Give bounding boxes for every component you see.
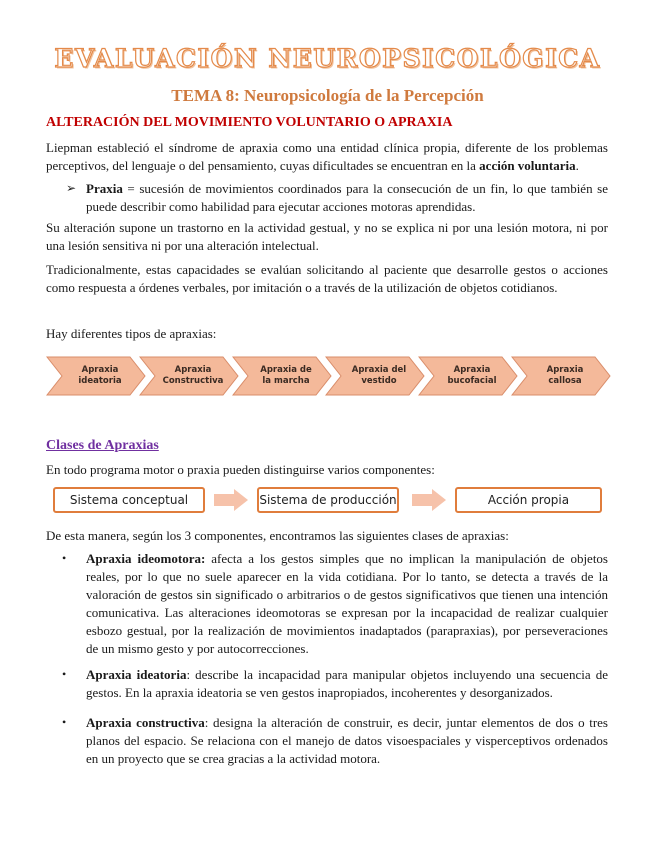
chevron-label-line2: Constructiva	[162, 376, 224, 386]
apraxia-types-diagram	[46, 356, 606, 396]
chevron-label-line2: callosa	[548, 376, 582, 386]
class-item-constructiva	[86, 714, 608, 768]
chevron-apraxia-bucofacial	[418, 356, 518, 396]
paragraph-alteration: Su alteración supone un trastorno en la actividad gestual, y no se explica ni por una lesión motora, ni por una lesión sensitiva ni por una alteración intelectual.	[46, 220, 608, 253]
chevron-apraxia-ideatoria	[46, 356, 146, 396]
chevron-apraxia-callosa	[511, 356, 611, 396]
chevron-apraxia-vestido	[325, 356, 425, 396]
dot-bullet-icon: •	[62, 551, 67, 565]
arrow-bullet-icon: ➢	[66, 181, 77, 195]
chevron-label-line1: Apraxia	[81, 365, 119, 375]
flow-box-conceptual: Sistema conceptual	[53, 487, 205, 513]
class-item-ideomotora	[86, 550, 608, 658]
flow-box-produccion: Sistema de producción	[257, 487, 399, 513]
chevron-label-line2: ideatoria	[78, 376, 122, 386]
praxia-definition	[86, 180, 608, 216]
chevron-label-line2: vestido	[361, 376, 397, 386]
class-text: : describe la incapacidad para manipular objetos incluyendo una secuencia de gestos. En la apraxia ideatoria se ven gestos inapropiados, incoherentes y desorganizados.	[86, 667, 608, 700]
intro-bold-term: acción voluntaria	[479, 158, 576, 173]
types-intro: Hay diferentes tipos de apraxias:	[46, 326, 217, 341]
intro-paragraph	[46, 139, 608, 175]
section-heading: ALTERACIÓN DEL MOVIMIENTO VOLUNTARIO O APRAXIA	[46, 115, 453, 130]
flow-arrow-icon	[412, 489, 446, 511]
classes-intro: En todo programa motor o praxia pueden distinguirse varios componentes:	[46, 462, 435, 477]
chevron-label-line1: Apraxia de	[260, 365, 312, 375]
document-subtitle: TEMA 8: Neuropsicología de la Percepción	[171, 86, 484, 105]
chevron-label-line2: la marcha	[262, 376, 310, 386]
class-term: Apraxia ideatoria	[86, 667, 187, 682]
class-item-ideatoria	[86, 666, 608, 702]
chevron-label-line1: Apraxia del	[351, 365, 407, 375]
chevron-label-line1: Apraxia	[174, 365, 212, 375]
class-term: Apraxia ideomotora:	[86, 551, 206, 566]
chevron-label-line1: Apraxia	[546, 365, 584, 375]
intro-text-end: .	[575, 158, 579, 173]
dot-bullet-icon: •	[62, 667, 67, 681]
praxia-term: Praxia	[86, 181, 123, 196]
class-term: Apraxia constructiva	[86, 715, 205, 730]
chevron-apraxia-marcha	[232, 356, 332, 396]
chevron-apraxia-constructiva	[139, 356, 239, 396]
class-text: : designa la alteración de construir, es decir, juntar elementos de dos o tres planos del espacio. Se relaciona con el manejo de datos visoespaciales y visperceptivos ordenados en un proyecto que se crea gracias a la actividad motora.	[86, 715, 608, 766]
flow-box-accion: Acción propia	[455, 487, 602, 513]
intro-text: Liepman estableció el síndrome de apraxia como una entidad clínica propia, diferente de los problemas perceptivos, del lenguaje o del pensamiento, cuyas dificultades se encuentran en la	[46, 140, 608, 173]
dot-bullet-icon: •	[62, 715, 67, 729]
document-title: EVALUACIÓN NEUROPSICOLÓGICA	[54, 44, 601, 73]
classes-heading: Clases de Apraxias	[46, 438, 159, 453]
flow-arrow-icon	[214, 489, 248, 511]
paragraph-evaluation: Tradicionalmente, estas capacidades se evalúan solicitando al paciente que desarrolle gestos o acciones como respuesta a órdenes verbales, por imitación o a través de la utilización de objetos cotidianos.	[46, 262, 608, 295]
class-text: afecta a los gestos simples que no implican la manipulación de objetos reales, por lo que no suele aparecer en la vida cotidiana. Por lo tanto, se detecta a través de la valoración de gestos sin significado o arbitrarios o de gestos significativos que tienen una intención comunicativa. Las alteraciones ideomotoras se expresan por la incapacidad de realizar cualquier esbozo gestual, por la realización de movimientos inadaptados (parapraxias), por perseveraciones de un mismo gesto y por autocorrecciones.	[86, 551, 608, 656]
chevron-label-line1: Apraxia	[453, 365, 491, 375]
praxia-def-text: = sucesión de movimientos coordinados para la consecución de un fin, lo que también se puede describir como habilidad para ejecutar acciones motoras aprendidas.	[86, 181, 608, 214]
classes-lead: De esta manera, según los 3 componentes, encontramos las siguientes clases de apraxias:	[46, 528, 509, 543]
chevron-label-line2: bucofacial	[447, 376, 497, 386]
